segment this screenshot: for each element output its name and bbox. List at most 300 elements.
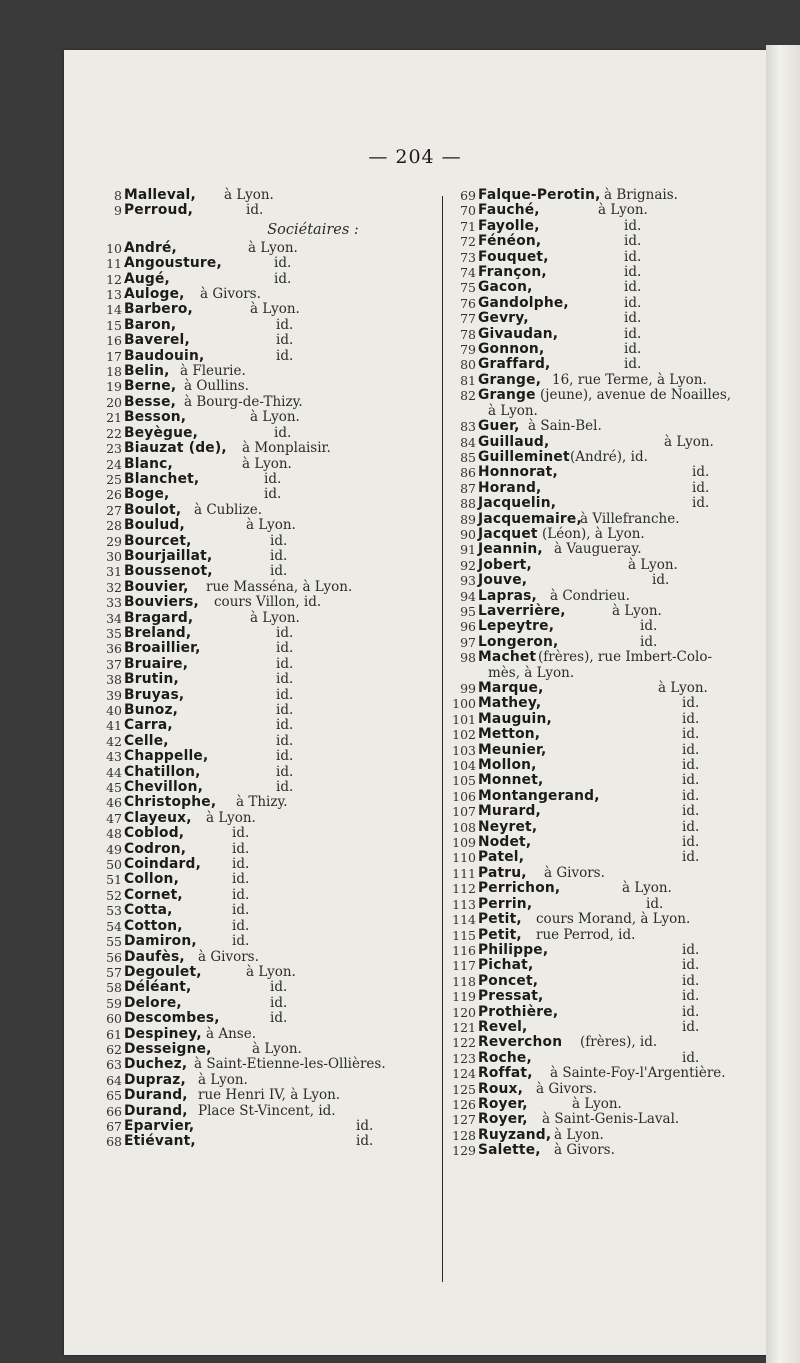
- list-item: [444, 388, 766, 403]
- entry-detail: id.: [640, 633, 658, 650]
- entry-name: Mathey,: [478, 695, 542, 712]
- entry-detail: id.: [682, 988, 700, 1005]
- entry-detail: (Léon), à Lyon.: [542, 525, 645, 542]
- entry-detail: id.: [682, 726, 700, 743]
- entry-number: 124: [452, 1066, 476, 1082]
- entry-detail: id.: [624, 310, 642, 327]
- entry-number: 37: [106, 656, 122, 672]
- entry-name: Bruaire,: [124, 655, 189, 672]
- entry-name: Baverel,: [124, 332, 190, 349]
- entry-detail: id.: [624, 294, 642, 311]
- entry-name: Patel,: [478, 849, 525, 866]
- list-item: [444, 1097, 766, 1112]
- entry-detail: id.: [624, 356, 642, 373]
- entry-detail: à Givors.: [536, 1080, 597, 1097]
- entry-detail: id.: [682, 695, 700, 712]
- list-item: [444, 1066, 766, 1081]
- entry-number: 55: [106, 934, 122, 950]
- entry-number: 38: [106, 672, 122, 688]
- entry-name: Carra,: [124, 717, 173, 734]
- entry-name: Bouviers,: [124, 594, 199, 611]
- entry-number: 87: [460, 480, 476, 496]
- entry-detail: id.: [682, 818, 700, 835]
- entry-name: Dupraz,: [124, 1071, 186, 1088]
- entry-number: 34: [106, 610, 122, 626]
- list-item: [444, 958, 766, 973]
- entry-name: Etiévant,: [124, 1133, 196, 1150]
- list-item: [100, 395, 436, 410]
- entry-name: Petit,: [478, 926, 522, 943]
- entry-number: 96: [460, 619, 476, 635]
- entry-name: Prothière,: [478, 1003, 559, 1020]
- entry-name: Jacquemaire,: [478, 510, 582, 527]
- entry-name: Roffat,: [478, 1065, 533, 1082]
- entry-number: 119: [452, 989, 476, 1005]
- entry-detail: à Fleurie.: [180, 363, 246, 380]
- entry-detail: id.: [692, 464, 710, 481]
- list-item: [100, 1119, 436, 1134]
- entry-name: Malleval,: [124, 187, 196, 203]
- list-item: [100, 826, 436, 841]
- entry-number: 8: [114, 188, 122, 203]
- entry-number: 65: [106, 1088, 122, 1104]
- entry-name: Graffard,: [478, 356, 551, 373]
- list-item: [100, 749, 436, 764]
- entry-number: 68: [106, 1134, 122, 1150]
- list-item: [100, 441, 436, 456]
- list-item: [444, 219, 766, 234]
- list-item: [100, 641, 436, 656]
- list-item: [444, 558, 766, 573]
- entry-name: Augé,: [124, 270, 170, 287]
- entry-detail: id.: [356, 1117, 374, 1134]
- list-item: [444, 928, 766, 943]
- entry-number: 76: [460, 295, 476, 311]
- entry-name: Cornet,: [124, 886, 183, 903]
- list-item: [100, 503, 436, 518]
- entry-detail: à Lyon.: [488, 402, 538, 419]
- entry-detail: à Lyon.: [206, 809, 256, 826]
- list-item: [444, 758, 766, 773]
- entry-number: 35: [106, 625, 122, 641]
- list-item: [444, 850, 766, 865]
- entry-detail: id.: [276, 332, 294, 349]
- entry-name: Gacon,: [478, 279, 533, 296]
- entry-name: Daufès,: [124, 948, 185, 965]
- entry-number: 103: [452, 742, 476, 758]
- entry-number: 100: [452, 696, 476, 712]
- list-item: [100, 549, 436, 564]
- entry-name: Perroud,: [124, 202, 194, 219]
- entry-name: Boulot,: [124, 501, 182, 518]
- entry-detail: cours Villon, id.: [214, 594, 322, 611]
- entry-name: Bruyas,: [124, 686, 185, 703]
- entry-detail: id.: [682, 710, 700, 727]
- entry-number: 82: [460, 388, 476, 404]
- entry-number: 22: [106, 425, 122, 441]
- entry-name: Poncet,: [478, 972, 539, 989]
- entry-name: Degoulet,: [124, 963, 202, 980]
- entry-number: 13: [106, 287, 122, 303]
- list-item: [444, 481, 766, 496]
- entry-detail: rue Perrod, id.: [536, 926, 636, 943]
- entry-number: 84: [460, 434, 476, 450]
- entry-detail: id.: [682, 1003, 700, 1020]
- entry-number: 95: [460, 603, 476, 619]
- list-item: [444, 866, 766, 881]
- entry-name: Clayeux,: [124, 809, 192, 826]
- entry-number: 105: [452, 773, 476, 789]
- entry-detail: id.: [264, 486, 282, 503]
- list-item: [444, 1005, 766, 1020]
- entry-detail: à Lyon.: [250, 301, 300, 318]
- list-item: [100, 287, 436, 302]
- entry-number: 110: [452, 850, 476, 866]
- entry-name: Codron,: [124, 840, 187, 857]
- entry-name: Roux,: [478, 1080, 524, 1097]
- entry-detail: à Thizy.: [236, 794, 288, 811]
- entry-number: 18: [106, 364, 122, 380]
- list-item: [100, 672, 436, 687]
- entry-number: 44: [106, 764, 122, 780]
- list-item: [100, 534, 436, 549]
- list-item: [100, 318, 436, 333]
- list-item: [100, 996, 436, 1011]
- entry-name: Fénéon,: [478, 233, 542, 250]
- entry-name: Breland,: [124, 624, 192, 641]
- list-item: [100, 657, 436, 672]
- entry-detail: id.: [276, 732, 294, 749]
- entry-number: 88: [460, 496, 476, 512]
- entry-number: 74: [460, 265, 476, 281]
- entry-name: Boulud,: [124, 517, 185, 534]
- list-item: [100, 857, 436, 872]
- list-item: [100, 241, 436, 256]
- entry-detail: à Bourg-de-Thizy.: [184, 393, 303, 410]
- entry-number: 57: [106, 964, 122, 980]
- list-item: [100, 426, 436, 441]
- entry-number: 113: [452, 896, 476, 912]
- list-item: [444, 897, 766, 912]
- entry-detail: à Sain-Bel.: [528, 418, 602, 435]
- list-item: [444, 435, 766, 450]
- list-item: [444, 989, 766, 1004]
- entry-detail: id.: [624, 341, 642, 358]
- entry-detail: id.: [682, 957, 700, 974]
- entry-number: 46: [106, 795, 122, 811]
- entry-number: 29: [106, 533, 122, 549]
- entry-number: 23: [106, 441, 122, 457]
- entry-name: Déléant,: [124, 979, 192, 996]
- entry-detail: id.: [624, 217, 642, 234]
- list-item: [444, 1051, 766, 1066]
- entry-name: Gevry,: [478, 310, 529, 327]
- entry-name: Royer,: [478, 1095, 528, 1112]
- entry-name: Falque-Perotin,: [478, 187, 601, 203]
- entry-detail: id.: [274, 270, 292, 287]
- entry-detail: id.: [232, 933, 250, 950]
- entry-detail: rue Masséna, à Lyon.: [206, 578, 353, 595]
- list-item: [444, 542, 766, 557]
- list-item: [100, 919, 436, 934]
- document-page: [64, 50, 766, 1355]
- entry-number: 53: [106, 903, 122, 919]
- entry-name: Bragard,: [124, 609, 194, 626]
- entry-number: 116: [452, 942, 476, 958]
- list-item: [444, 250, 766, 265]
- entry-name: Ruyzand,: [478, 1126, 552, 1143]
- list-item: [444, 1082, 766, 1097]
- entry-name: Bouvier,: [124, 578, 189, 595]
- entry-number: 50: [106, 857, 122, 873]
- entry-detail: à Cublize.: [194, 501, 263, 518]
- list-item: [100, 934, 436, 949]
- entry-name: Fouquet,: [478, 248, 549, 265]
- entry-number: 128: [452, 1127, 476, 1143]
- entry-name: Besson,: [124, 409, 187, 426]
- list-item: [444, 666, 766, 681]
- entry-name: Pichat,: [478, 957, 534, 974]
- entry-name: Besse,: [124, 393, 177, 410]
- entry-detail: cours Morand, à Lyon.: [536, 911, 691, 928]
- list-item: [100, 272, 436, 287]
- entry-number: 75: [460, 280, 476, 296]
- entry-detail: id.: [624, 325, 642, 342]
- list-item: [100, 703, 436, 718]
- entry-detail: id.: [270, 1010, 288, 1027]
- entry-name: Jouve,: [478, 572, 528, 589]
- entry-detail: à Lyon.: [246, 517, 296, 534]
- entry-detail: id.: [652, 572, 670, 589]
- entry-number: 15: [106, 317, 122, 333]
- entry-name: Biauzat (de),: [124, 440, 227, 457]
- entry-detail: à Brignais.: [604, 187, 678, 203]
- list-item: [100, 333, 436, 348]
- entry-number: 120: [452, 1004, 476, 1020]
- entry-detail: id.: [276, 624, 294, 641]
- entry-number: 114: [452, 912, 476, 928]
- list-item: [444, 512, 766, 527]
- entry-name: Horand,: [478, 479, 542, 496]
- entry-name: Gandolphe,: [478, 294, 569, 311]
- entry-number: 60: [106, 1011, 122, 1027]
- list-item: [444, 943, 766, 958]
- list-item: [100, 564, 436, 579]
- entry-detail: id.: [682, 1049, 700, 1066]
- entry-number: 25: [106, 471, 122, 487]
- entry-name: Chappelle,: [124, 748, 209, 765]
- list-item: [444, 635, 766, 650]
- entry-number: 93: [460, 573, 476, 589]
- entry-name: Cotton,: [124, 917, 183, 934]
- entry-number: 92: [460, 557, 476, 573]
- entry-number: 28: [106, 518, 122, 534]
- entry-detail: à Condrieu.: [550, 587, 630, 604]
- entry-name: Salette,: [478, 1142, 541, 1159]
- entry-name: Angousture,: [124, 255, 222, 272]
- entry-detail: à Vaugueray.: [554, 541, 642, 558]
- list-item: [100, 203, 436, 218]
- entry-number: 47: [106, 810, 122, 826]
- entry-detail: à Lyon.: [252, 1040, 302, 1057]
- entry-name: Durand,: [124, 1087, 188, 1104]
- entry-number: 72: [460, 234, 476, 250]
- entry-detail: id.: [276, 748, 294, 765]
- entry-name: Jeannin,: [478, 541, 543, 558]
- entry-name: Chevillon,: [124, 779, 204, 796]
- entry-detail: id.: [276, 640, 294, 657]
- entry-detail: à Lyon.: [242, 455, 292, 472]
- entry-name: Broaillier,: [124, 640, 201, 657]
- entry-detail: (jeune), avenue de Noailles,: [540, 387, 732, 404]
- entry-number: 125: [452, 1081, 476, 1097]
- entry-detail: id.: [624, 233, 642, 250]
- list-item: [100, 1134, 436, 1149]
- entry-detail: id.: [270, 994, 288, 1011]
- list-item: [100, 842, 436, 857]
- entry-name: Philippe,: [478, 941, 549, 958]
- entry-number: 127: [452, 1112, 476, 1128]
- entry-name: Honnorat,: [478, 464, 558, 481]
- entry-number: 117: [452, 958, 476, 974]
- list-item: [444, 188, 766, 203]
- entry-number: 102: [452, 727, 476, 743]
- list-item: [100, 457, 436, 472]
- entry-number: 16: [106, 333, 122, 349]
- entry-number: 67: [106, 1118, 122, 1134]
- section-heading: Sociétaires :: [267, 221, 359, 238]
- entry-detail: id.: [232, 825, 250, 842]
- entry-detail: id.: [274, 424, 292, 441]
- list-item: [444, 1112, 766, 1127]
- entry-detail: à Anse.: [206, 1025, 256, 1042]
- entry-name: Longeron,: [478, 633, 559, 650]
- entry-name: Monnet,: [478, 772, 544, 789]
- entry-name: Berne,: [124, 378, 177, 395]
- entry-name: Grange,: [478, 371, 542, 388]
- list-item: [444, 419, 766, 434]
- entry-name: Chatillon,: [124, 763, 201, 780]
- entry-name: Metton,: [478, 726, 541, 743]
- entry-name: Blanc,: [124, 455, 173, 472]
- entry-name: Duchez,: [124, 1056, 188, 1073]
- entry-detail: id.: [682, 834, 700, 851]
- entry-number: 85: [460, 449, 476, 465]
- entry-name: André,: [124, 239, 177, 256]
- column-divider: [442, 196, 443, 1282]
- entry-number: 24: [106, 456, 122, 472]
- list-item: [444, 311, 766, 326]
- entry-number: 97: [460, 634, 476, 650]
- entry-name: Perrichon,: [478, 880, 561, 897]
- entry-detail: id.: [276, 779, 294, 796]
- entry-detail: à Givors.: [544, 864, 605, 881]
- entry-number: 109: [452, 835, 476, 851]
- list-item: [444, 650, 766, 665]
- entry-detail: id.: [692, 495, 710, 512]
- entry-number: 86: [460, 465, 476, 481]
- entry-detail: id.: [682, 757, 700, 774]
- entry-name: Auloge,: [124, 286, 185, 303]
- entry-name: Coindard,: [124, 856, 202, 873]
- list-item: [444, 296, 766, 311]
- entry-number: 80: [460, 357, 476, 373]
- entry-number: 19: [106, 379, 122, 395]
- entry-detail: à Lyon.: [224, 187, 274, 203]
- entry-detail: id.: [276, 763, 294, 780]
- list-item: [444, 1128, 766, 1143]
- list-item: [444, 496, 766, 511]
- entry-name: Fayolle,: [478, 217, 540, 234]
- list-item: [100, 487, 436, 502]
- entry-detail: id.: [270, 979, 288, 996]
- entry-detail: à Lyon.: [622, 880, 672, 897]
- list-item: [100, 734, 436, 749]
- entry-name: Patru,: [478, 864, 527, 881]
- entry-name: Montangerand,: [478, 787, 600, 804]
- entry-detail: à Lyon.: [554, 1126, 604, 1143]
- list-item: [444, 234, 766, 249]
- entry-detail: à Saint-Etienne-les-Ollières.: [194, 1056, 386, 1073]
- entry-detail: à Lyon.: [598, 202, 648, 219]
- entry-name: Françon,: [478, 264, 547, 281]
- entry-name: Coblod,: [124, 825, 185, 842]
- list-item: [444, 743, 766, 758]
- entry-number: 10: [106, 240, 122, 256]
- entry-detail: id.: [682, 972, 700, 989]
- entry-number: 70: [460, 203, 476, 219]
- list-item: [444, 265, 766, 280]
- list-item: [444, 465, 766, 480]
- entry-number: 71: [460, 218, 476, 234]
- list-item: [100, 1057, 436, 1072]
- entry-name: Guilleminet: [478, 448, 570, 465]
- list-item: [100, 950, 436, 965]
- entry-name: Desseigne,: [124, 1040, 212, 1057]
- entry-detail: id.: [682, 741, 700, 758]
- entry-detail: à Sainte-Foy-l'Argentière.: [550, 1065, 726, 1082]
- entry-name: Pressat,: [478, 988, 544, 1005]
- entry-name: Mauguin,: [478, 710, 552, 727]
- entry-name: Boge,: [124, 486, 170, 503]
- list-item: [444, 280, 766, 295]
- entry-detail: id.: [232, 902, 250, 919]
- entry-name: Celle,: [124, 732, 169, 749]
- entry-detail: id.: [246, 202, 264, 219]
- next-page-edge: [766, 45, 800, 1363]
- list-item: [444, 589, 766, 604]
- list-item: [444, 373, 766, 388]
- entry-number: 66: [106, 1103, 122, 1119]
- entry-number: 27: [106, 502, 122, 518]
- entry-name: Belin,: [124, 363, 170, 380]
- entry-number: 122: [452, 1035, 476, 1051]
- list-item: [444, 727, 766, 742]
- entry-detail: à Lyon.: [248, 239, 298, 256]
- entry-number: 43: [106, 749, 122, 765]
- entry-number: 52: [106, 887, 122, 903]
- list-item: [100, 364, 436, 379]
- entry-number: 58: [106, 980, 122, 996]
- entry-name: Givaudan,: [478, 325, 559, 342]
- entry-detail: id.: [232, 917, 250, 934]
- entry-detail: id.: [270, 563, 288, 580]
- entry-name: Machet: [478, 649, 537, 666]
- entry-name: Roche,: [478, 1049, 532, 1066]
- entry-number: 20: [106, 394, 122, 410]
- entry-name: Royer,: [478, 1111, 528, 1128]
- list-item: [100, 980, 436, 995]
